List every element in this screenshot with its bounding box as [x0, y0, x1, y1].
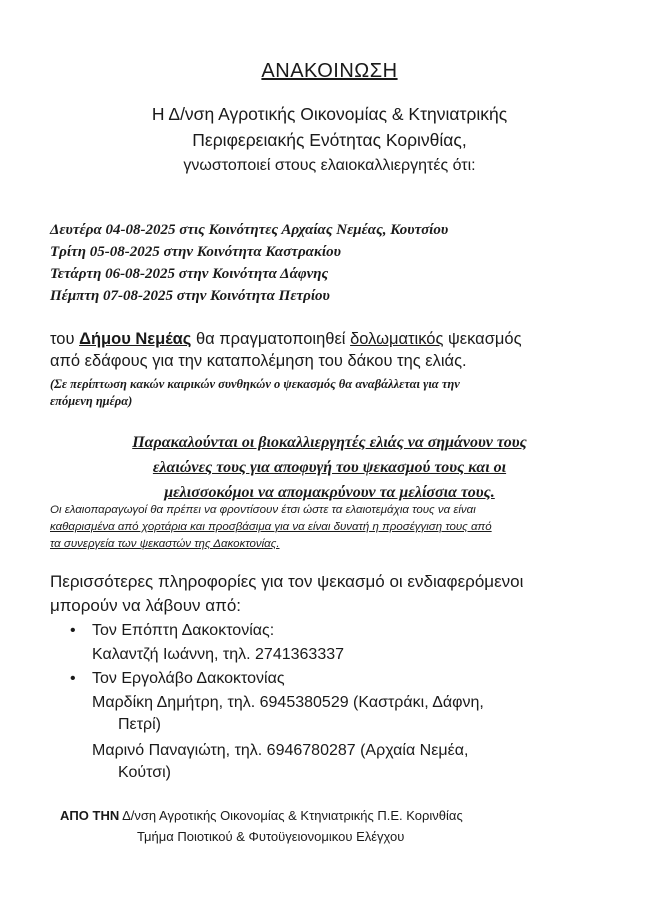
document-title: ΑΝΑΚΟΙΝΩΣΗ — [261, 60, 398, 82]
body-line-2: από εδάφους για την καταπολέμηση του δάκου της ελιάς. — [50, 352, 467, 370]
bullet-icon: • — [70, 670, 76, 687]
header-line-3: γνωστοποιεί στους ελαιοκαλλιεργητές ότι: — [183, 157, 476, 174]
schedule-item: Τετάρτη 06-08-2025 στην Κοινότητα Δάφνης — [50, 266, 329, 282]
body-line-1 — [50, 330, 522, 349]
contact-line: Κούτσι) — [118, 764, 171, 781]
header-line-2: Περιφερειακής Ενότητας Κορινθίας, — [192, 130, 467, 150]
body-text: θα πραγματοποιηθεί — [191, 330, 351, 348]
producers-note-3: τα συνεργεία των ψεκαστών της Δακοκτονίας. — [50, 538, 280, 550]
body-text: του — [50, 330, 80, 348]
header-line-1: Η Δ/νση Αγροτικής Οικονομίας & Κτηνιατρικής — [151, 104, 508, 124]
weather-note: (Σε περίπτωση κακών καιρικών συνθηκών ο ψεκασμός θα αναβάλλεται για την — [50, 377, 460, 391]
municipality-name: Δήμου Νεμέας — [79, 330, 192, 348]
body-text: ψεκασμός — [443, 330, 522, 348]
footer-line-1 — [60, 808, 463, 823]
bullet-icon: • — [70, 622, 76, 639]
info-line-2: μπορούν να λάβουν από: — [50, 596, 241, 615]
info-line-1: Περισσότερες πληροφορίες για τον ψεκασμό οι ενδιαφερόμενοι — [50, 572, 524, 591]
contact-group-label: Τον Επόπτη Δακοκτονίας: — [92, 622, 275, 639]
schedule-item: Πέμπτη 07-08-2025 στην Κοινότητα Πετρίου — [50, 288, 330, 304]
schedule-item: Δευτέρα 04-08-2025 στις Κοινότητες Αρχαίας Νεμέας, Κουτσίου — [50, 222, 449, 238]
contact-line: Πετρί) — [118, 716, 161, 733]
producers-note-1: Οι ελαιοπαραγωγοί θα πρέπει να φροντίσουν έτσι ώστε τα ελαιοτεμάχια τους να είναι — [50, 504, 476, 516]
schedule-item: Τρίτη 05-08-2025 στην Κοινότητα Καστρακίου — [50, 244, 341, 260]
weather-note: επόμενη ημέρα) — [50, 394, 133, 408]
footer-text: Δ/νση Αγροτικής Οικονομίας & Κτηνιατρικής Π.Ε. Κορινθίας — [119, 808, 463, 823]
request-line-1: Παρακαλούνται οι βιοκαλλιεργητές ελιάς να σημάνουν τους — [132, 434, 527, 451]
producers-note-2: καθαρισμένα από χορτάρια και προσβάσιμα για να είναι δυνατή η προσέγγιση τους από — [50, 521, 492, 533]
spray-type: δολωματικός — [350, 330, 444, 348]
contact-line: Μαρδίκη Δημήτρη, τηλ. 6945380529 (Καστράκι, Δάφνη, — [92, 694, 484, 711]
footer-prefix: ΑΠΟ ΤΗΝ — [60, 808, 120, 823]
footer-line-2: Τμήμα Ποιοτικού & Φυτοϋγειονομικου Ελέγχου — [137, 829, 405, 844]
contact-line: Καλαντζή Ιωάννη, τηλ. 2741363337 — [92, 646, 345, 663]
request-line-2: ελαιώνες τους για αποφυγή του ψεκασμού τους και οι — [152, 459, 507, 476]
request-line-3: μελισσοκόμοι να απομακρύνουν τα μελίσσια τους. — [164, 484, 495, 501]
contact-line: Μαρινό Παναγιώτη, τηλ. 6946780287 (Αρχαία Νεμέα, — [92, 742, 469, 759]
contact-group-label: Τον Εργολάβο Δακοκτονίας — [92, 670, 285, 687]
